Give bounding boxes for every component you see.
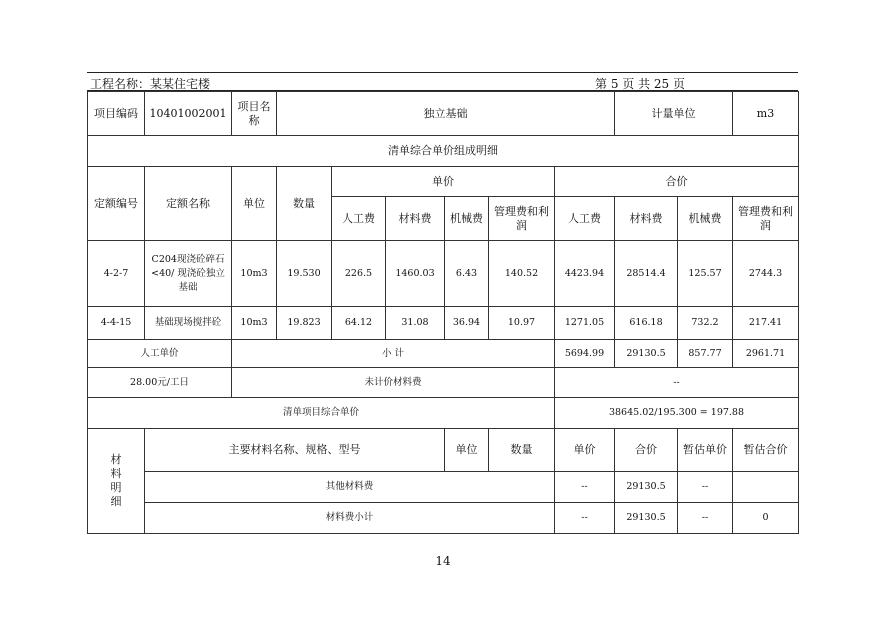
col-quota-name: 定额名称 (145, 167, 232, 241)
quota-qty: 19.530 (277, 241, 332, 307)
price-material: 31.08 (386, 307, 445, 340)
labor-rate: 28.00元/工日 (88, 368, 232, 398)
price-machine: 36.94 (445, 307, 489, 340)
other-material-est-price: -- (678, 472, 733, 503)
col-total-machine: 机械费 (678, 197, 733, 241)
subtotal-row (88, 340, 799, 368)
material-subtotal-label: 材料费小计 (145, 503, 555, 534)
total-mgmt: 2744.3 (733, 241, 799, 307)
col-unit-price: 单价 (332, 167, 555, 197)
col-unit: 单位 (232, 167, 277, 241)
unpriced-material-label: 未计价材料费 (232, 368, 555, 398)
quota-no: 4-2-7 (88, 241, 145, 307)
page-number: 14 (435, 554, 451, 568)
col-qty: 数量 (277, 167, 332, 241)
total-mgmt: 217.41 (733, 307, 799, 340)
subtotal-mgmt: 2961.71 (733, 340, 799, 368)
material-est-price-header: 暂估单价 (678, 429, 733, 472)
other-material-price: -- (555, 472, 615, 503)
other-material-label: 其他材料费 (145, 472, 555, 503)
col-total-mgmt: 管理费和利润 (733, 197, 799, 241)
material-subtotal-est-price: -- (678, 503, 733, 534)
item-unit: m3 (733, 92, 799, 136)
material-unit-header: 单位 (445, 429, 489, 472)
price-labor: 64.12 (332, 307, 386, 340)
quota-name: C204现浇砼碎石<40/ 现浇砼独立基础 (145, 241, 232, 307)
material-price-header: 单价 (555, 429, 615, 472)
composite-price-value: 38645.02/195.300 = 197.88 (555, 398, 799, 429)
price-labor: 226.5 (332, 241, 386, 307)
col-total-price: 合价 (555, 167, 799, 197)
item-code: 10401002001 (145, 92, 232, 136)
subtotal-machine: 857.77 (678, 340, 733, 368)
quota-no: 4-4-15 (88, 307, 145, 340)
material-total-header: 合价 (615, 429, 678, 472)
subtotal-material: 29130.5 (615, 340, 678, 368)
total-machine: 125.57 (678, 241, 733, 307)
subtotal-label: 小 计 (232, 340, 555, 368)
total-material: 616.18 (615, 307, 678, 340)
material-subtotal-price: -- (555, 503, 615, 534)
subtotal-labor: 5694.99 (555, 340, 615, 368)
col-total-material: 材料费 (615, 197, 678, 241)
total-labor: 4423.94 (555, 241, 615, 307)
material-qty-header: 数量 (489, 429, 555, 472)
composite-row (88, 398, 799, 429)
quota-qty: 19.823 (277, 307, 332, 340)
item-unit-label: 计量单位 (615, 92, 733, 136)
price-mgmt: 140.52 (489, 241, 555, 307)
other-material-row (88, 472, 799, 503)
other-material-total: 29130.5 (615, 472, 678, 503)
materials-section-label (88, 429, 145, 534)
quota-unit: 10m3 (232, 241, 277, 307)
unit-price-analysis-table (87, 91, 799, 534)
table-row (88, 307, 799, 340)
item-name: 独立基础 (277, 92, 615, 136)
quota-name: 基础现场搅拌砼 (145, 307, 232, 340)
material-subtotal-row (88, 503, 799, 534)
item-row (88, 92, 799, 136)
col-mgmt: 管理费和利润 (489, 197, 555, 241)
material-subtotal-total: 29130.5 (615, 503, 678, 534)
material-subtotal-est-total: 0 (733, 503, 799, 534)
table-row (88, 241, 799, 307)
quota-unit: 10m3 (232, 307, 277, 340)
price-material: 1460.03 (386, 241, 445, 307)
materials-header-row (88, 429, 799, 472)
page-indicator: 第 5 页 共 25 页 (595, 77, 685, 91)
price-machine: 6.43 (445, 241, 489, 307)
col-labor: 人工费 (332, 197, 386, 241)
unpriced-material-value: -- (555, 368, 799, 398)
col-machine: 机械费 (445, 197, 489, 241)
unpriced-row (88, 368, 799, 398)
material-est-total-header: 暂估合价 (733, 429, 799, 472)
labor-unit-price-label: 人工单价 (88, 340, 232, 368)
project-name: 工程名称：某某住宅楼 (90, 77, 211, 91)
composite-price-label: 清单项目综合单价 (88, 398, 555, 429)
total-machine: 732.2 (678, 307, 733, 340)
other-material-est-total (733, 472, 799, 503)
material-name-header: 主要材料名称、规格、型号 (145, 429, 445, 472)
col-material: 材料费 (386, 197, 445, 241)
materials-section-text: 材料明细 (110, 453, 122, 508)
price-mgmt: 10.97 (489, 307, 555, 340)
detail-title: 清单综合单价组成明细 (88, 136, 799, 167)
top-rule (87, 72, 798, 73)
col-quota-no: 定额编号 (88, 167, 145, 241)
col-total-labor: 人工费 (555, 197, 615, 241)
item-name-label: 项目名称 (232, 92, 277, 136)
item-code-label: 项目编码 (88, 92, 145, 136)
total-material: 28514.4 (615, 241, 678, 307)
total-labor: 1271.05 (555, 307, 615, 340)
